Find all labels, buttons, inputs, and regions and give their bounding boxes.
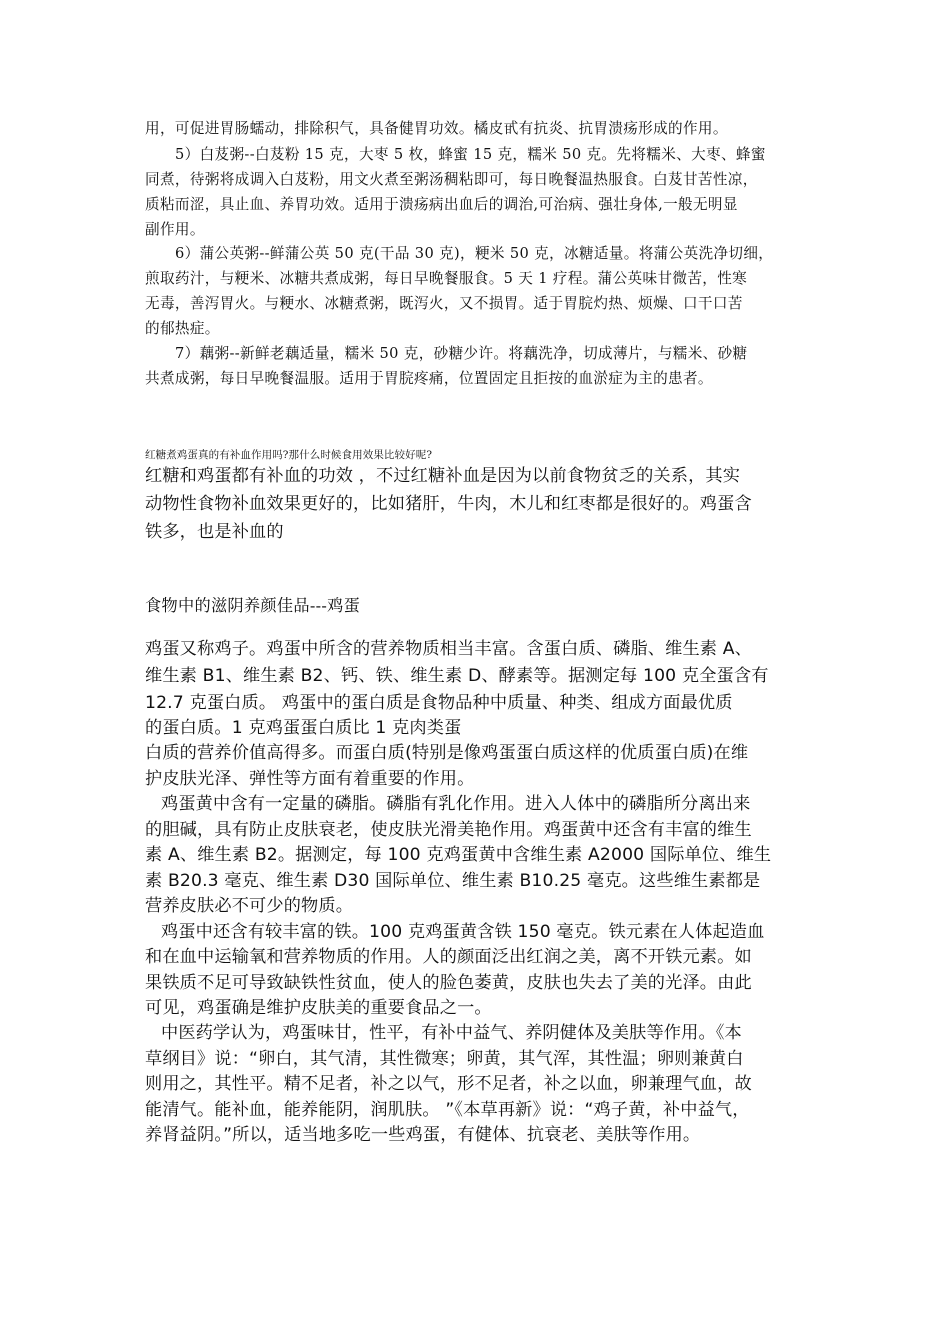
article-text-line: 素 B20.3 毫克、维生素 D30 国际单位、维生素 B10.25 毫克。这些维生素都是 xyxy=(145,871,761,891)
recipe-text-line: 5）白芨粥--白芨粉 15 克，大枣 5 枚，蜂蜜 15 克，糯米 50 克。先将糯米、大枣、蜂蜜 xyxy=(175,146,766,163)
article-text-line: 白质的营养价值高得多。而蛋白质(特别是像鸡蛋蛋白质这样的优质蛋白质)在维 xyxy=(145,743,749,763)
recipe-text-line: 7）藕粥--新鲜老藕适量，糯米 50 克，砂糖少许。将藕洗净，切成薄片，与糯米、砂糖 xyxy=(175,345,748,362)
recipe-text-line: 质粘而涩，具止血、养胃功效。适用于溃疡病出血后的调治,可治病、强壮身体,一般无明显 xyxy=(145,196,738,213)
article-text-line: 中医药学认为，鸡蛋味甘，性平，有补中益气、养阴健体及美肤等作用。《本 xyxy=(161,1023,742,1043)
recipe-text-line: 6）蒲公英粥--鲜蒲公英 50 克(干品 30 克)，粳米 50 克，冰糖适量。将蒲公英洗净切细， xyxy=(175,245,774,262)
article-text-line: 的蛋白质。1 克鸡蛋蛋白质比 1 克肉类蛋 xyxy=(145,718,462,738)
recipe-text-line: 用，可促进胃肠蠕动，排除积气，具备健胃功效。橘皮甙有抗炎、抗胃溃疡形成的作用。 xyxy=(145,120,728,137)
article-text-line: 的胆碱，具有防止皮肤衰老，使皮肤光滑美艳作用。鸡蛋黄中还含有丰富的维生 xyxy=(145,820,752,840)
qa-answer-line: 铁多，也是补血的 xyxy=(145,522,284,542)
recipe-text-line: 同煮，待粥将成调入白芨粉，用文火煮至粥汤稠粘即可，每日晚餐温热服食。白芨甘苦性凉， xyxy=(145,171,758,188)
article-text-line: 维生素 B1、维生素 B2、钙、铁、维生素 D、酵素等。据测定每 100 克全蛋含有 xyxy=(145,666,769,686)
article-text-line: 护皮肤光泽、弹性等方面有着重要的作用。 xyxy=(145,769,475,789)
article-text-line: 草纲目》说：“卵白，其气清，其性微寒；卵黄，其气浑，其性温；卵则兼黄白 xyxy=(145,1049,744,1069)
document-page xyxy=(145,0,807,1344)
article-title: 食物中的滋阴养颜佳品---鸡蛋 xyxy=(145,596,361,615)
article-text-line: 12.7 克蛋白质。 鸡蛋中的蛋白质是食物品种中质量、种类、组成方面最优质 xyxy=(145,693,733,713)
recipe-text-line: 副作用。 xyxy=(145,221,205,238)
article-text-line: 鸡蛋中还含有较丰富的铁。100 克鸡蛋黄含铁 150 毫克。铁元素在人体起造血 xyxy=(161,922,765,942)
article-text-line: 素 A、维生素 B2。据测定，每 100 克鸡蛋黄中含维生素 A2000 国际单位、维生 xyxy=(145,845,772,865)
recipe-text-line: 的郁热症。 xyxy=(145,320,220,337)
recipe-text-line: 共煮成粥，每日早晚餐温服。适用于胃脘疼痛，位置固定且拒按的血淤症为主的患者。 xyxy=(145,370,713,387)
article-text-line: 果铁质不足可导致缺铁性贫血，使人的脸色萎黄，皮肤也失去了美的光泽。由此 xyxy=(145,973,752,993)
qa-question: 红糖煮鸡蛋真的有补血作用吗?那什么时候食用效果比较好呢? xyxy=(145,449,433,461)
article-text-line: 可见，鸡蛋确是维护皮肤美的重要食品之一。 xyxy=(145,998,492,1018)
qa-answer-line: 红糖和鸡蛋都有补血的功效 ，不过红糖补血是因为以前食物贫乏的关系，其实 xyxy=(145,466,741,486)
recipe-text-line: 煎取药汁，与粳米、冰糖共煮成粥，每日早晚餐服食。5 天 1 疗程。蒲公英味甘微苦，性寒 xyxy=(145,270,748,287)
qa-answer-line: 动物性食物补血效果更好的，比如猪肝，牛肉，木儿和红枣都是很好的。鸡蛋含 xyxy=(145,494,752,514)
article-text-line: 鸡蛋又称鸡子。鸡蛋中所含的营养物质相当丰富。含蛋白质、磷脂、维生素 A、 xyxy=(145,639,752,659)
article-text-line: 则用之，其性平。精不足者，补之以气，形不足者，补之以血，卵兼理气血，故 xyxy=(145,1074,752,1094)
article-text-line: 鸡蛋黄中含有一定量的磷脂。磷脂有乳化作用。进入人体中的磷脂所分离出来 xyxy=(161,794,751,814)
article-text-line: 营养皮肤必不可少的物质。 xyxy=(145,896,354,916)
recipe-text-line: 无毒，善泻胃火。与粳水、冰糖煮粥，既泻火，又不损胃。适于胃脘灼热、烦燥、口干口苦 xyxy=(145,295,743,312)
article-text-line: 能清气。能补血，能养能阴，润肌肤。 ”《本草再新》说：“鸡子黄，补中益气， xyxy=(145,1100,750,1120)
article-text-line: 和在血中运输氧和营养物质的作用。人的颜面泛出红润之美，离不开铁元素。如 xyxy=(145,947,752,967)
article-text-line: 养肾益阴。”所以，适当地多吃一些鸡蛋，有健体、抗衰老、美肤等作用。 xyxy=(145,1125,701,1145)
